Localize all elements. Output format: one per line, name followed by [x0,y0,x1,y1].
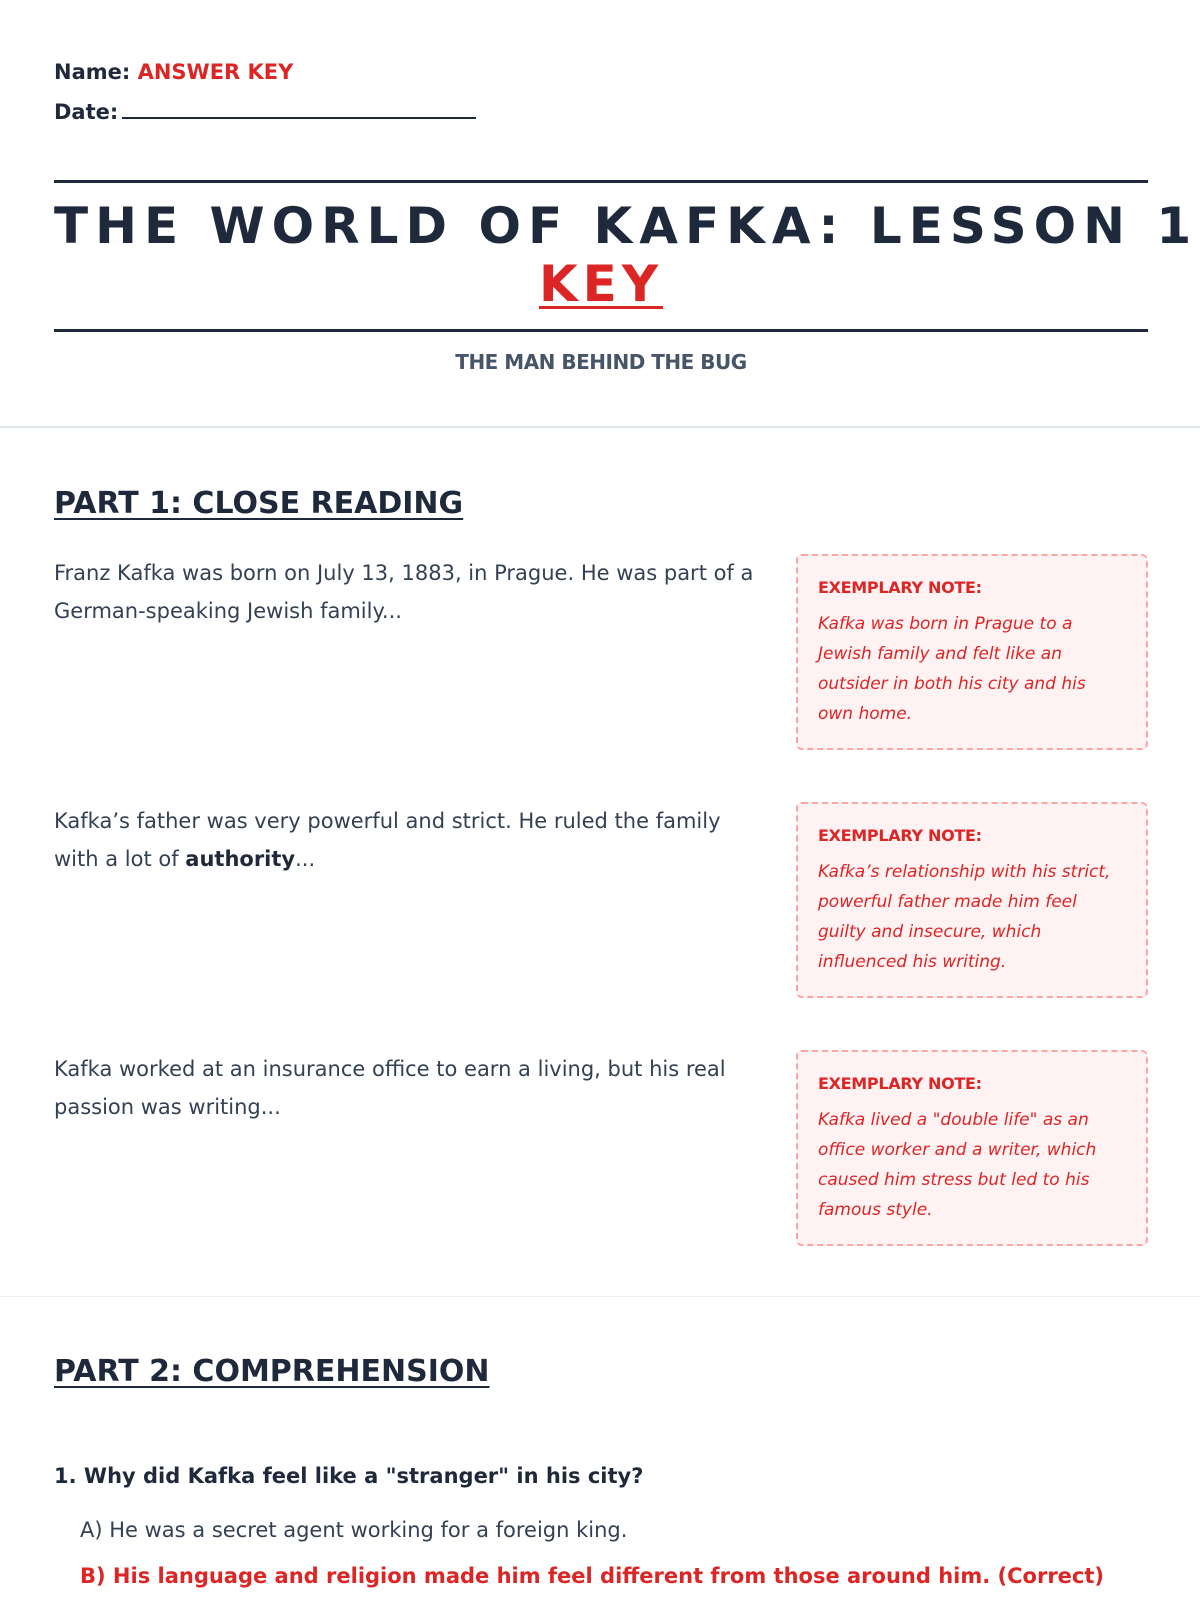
page-subtitle: THE MAN BEHIND THE BUG [455,350,747,374]
note-label: EXEMPLARY NOTE: [818,826,982,845]
exemplary-note-box [796,554,1148,750]
note-label: EXEMPLARY NOTE: [818,1074,982,1093]
exemplary-note-box [796,802,1148,998]
date-label: Date: [54,100,119,124]
exemplary-note-box [796,1050,1148,1246]
vocab-word: authority [185,847,296,871]
note-text: Kafka lived a "double life" as an office worker and a writer, which caused him stress but led to his famous style. [818,1110,1097,1220]
note-text: Kafka was born in Prague to a Jewish family and felt like an outsider in both his city and his own home. [818,614,1086,724]
reading-passage: Kafka’s father was very powerful and strict. He ruled the family with a lot of authority... [54,809,721,871]
answer-key-label: KEY [538,255,664,313]
date-blank-field[interactable] [122,97,476,119]
reading-row [54,1050,1148,1246]
reading-row [54,802,1148,998]
name-label: Name: [54,60,131,84]
section-divider [0,426,1200,428]
title-block [54,180,1199,332]
reading-row [54,554,1148,750]
reading-passage: Kafka worked at an insurance office to earn a living, but his real passion was writing... [54,1057,726,1119]
question-1: 1. Why did Kafka feel like a "stranger" in his city? [54,1464,644,1488]
section-divider [0,1296,1200,1297]
date-line [54,92,1148,132]
page-title: THE WORLD OF KAFKA: LESSON 1 [54,197,1199,255]
reading-passage: Franz Kafka was born on July 13, 1883, in Prague. He was part of a German-speaking Jewish family... [54,561,754,623]
note-label: EXEMPLARY NOTE: [818,578,982,597]
worksheet-header [54,52,1148,132]
name-line [54,52,1148,92]
answer-option-b-correct: B) His language and religion made him feel different from those around him. (Correct) [80,1564,1105,1588]
answer-option-a: A) He was a secret agent working for a foreign king. [80,1518,628,1542]
part1-heading: PART 1: CLOSE READING [54,486,464,521]
name-value: ANSWER KEY [137,60,294,84]
part2-heading: PART 2: COMPREHENSION [54,1354,490,1389]
note-text: Kafka’s relationship with his strict, powerful father made him feel guilty and insecure, which influenced his writing. [818,862,1111,972]
